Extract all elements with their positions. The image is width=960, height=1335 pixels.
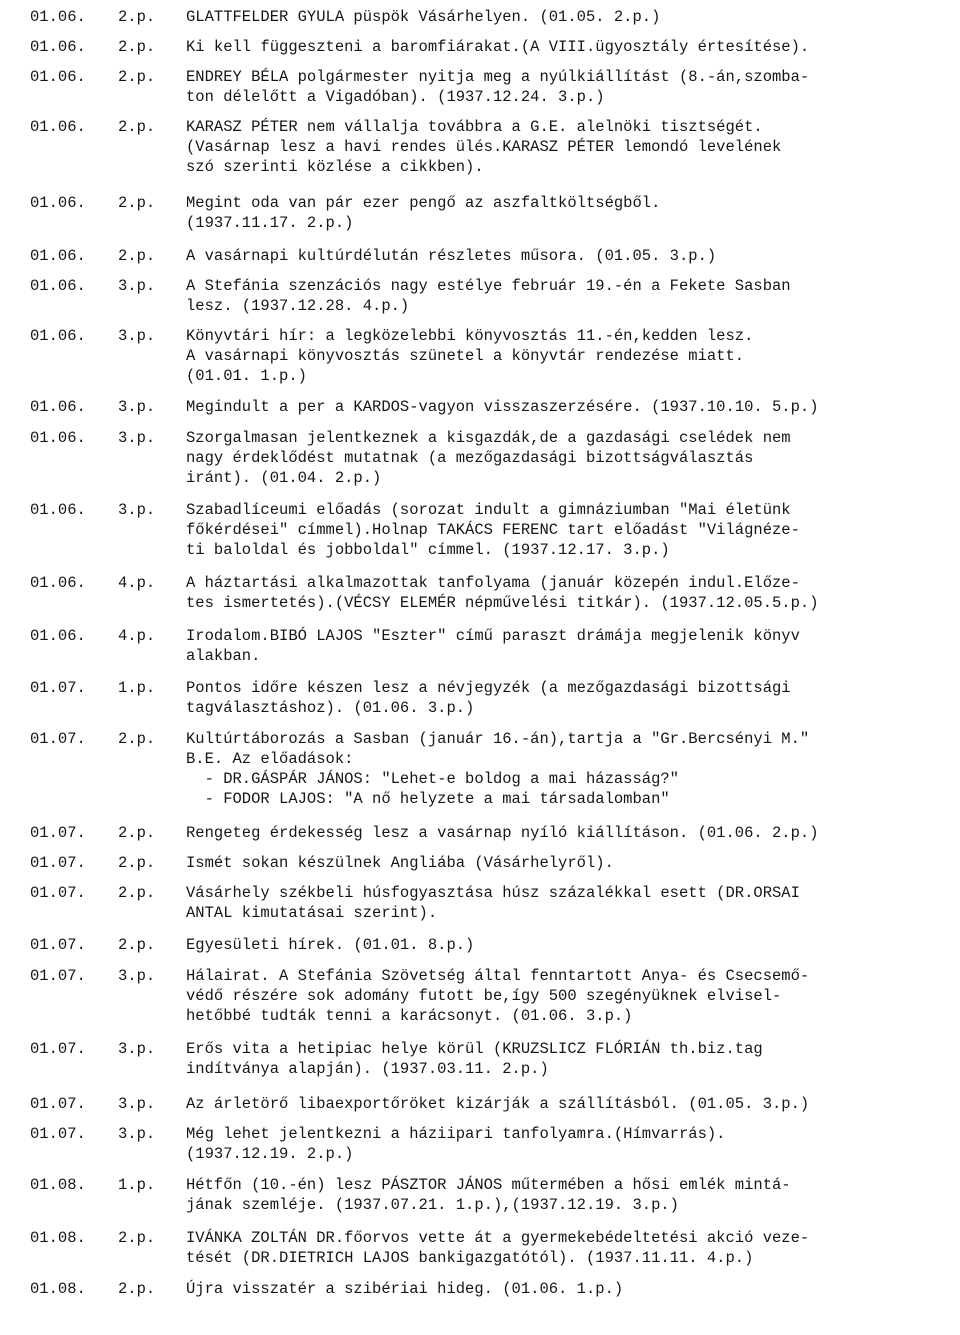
entry-date: 01.06. [30, 38, 86, 56]
entry-text [186, 428, 936, 488]
entry-text [186, 966, 936, 1026]
entry-date: 01.07. [30, 824, 86, 842]
entry-page: 4.p. [118, 574, 156, 592]
entry-text [186, 397, 936, 417]
entry-text-line: Kultúrtáborozás a Sasban (január 16.-án),tartja a "Gr.Bercsényi M." [186, 730, 810, 748]
entry-text-line: tagválasztáshoz). (01.06. 3.p.) [186, 699, 475, 717]
entry-date: 01.06. [30, 68, 86, 86]
entry-date: 01.07. [30, 1040, 86, 1058]
entry-page: 2.p. [118, 194, 156, 212]
entry-text-line: lesz. (1937.12.28. 4.p.) [186, 297, 410, 315]
entry-page: 3.p. [118, 501, 156, 519]
entry-text-line: Rengeteg érdekesség lesz a vasárnap nyíló kiállításon. (01.06. 2.p.) [186, 824, 819, 842]
entry-text-line: jának szemléje. (1937.07.21. 1.p.),(1937.12.19. 3.p.) [186, 1196, 679, 1214]
entry-text-line: Erős vita a hetipiac helye körül (KRUZSLICZ FLÓRIÁN th.biz.tag [186, 1040, 763, 1058]
entry-page: 2.p. [118, 824, 156, 842]
entry-text-line: A Stefánia szenzációs nagy estélye február 19.-én a Fekete Sasban [186, 277, 791, 295]
entry-text-line: védő részére sok adomány futott be,így 500 szegényüknek elvisel- [186, 987, 782, 1005]
entry-text-line: Vásárhely székbeli húsfogyasztása húsz százalékkal esett (DR.ORSAI [186, 884, 800, 902]
entry-page: 2.p. [118, 1229, 156, 1247]
entry-text [186, 500, 936, 560]
entry-text [186, 853, 936, 873]
entry-date: 01.08. [30, 1280, 86, 1298]
entry-page: 3.p. [118, 327, 156, 345]
entry-text-line: hetőbbé tudták tenni a karácsonyt. (01.06. 3.p.) [186, 1007, 633, 1025]
entry-page: 2.p. [118, 247, 156, 265]
entry-text-line: (1937.11.17. 2.p.) [186, 214, 354, 232]
entry-date: 01.06. [30, 194, 86, 212]
entry-text-line: ti baloldal és jobboldal" címmel. (1937.12.17. 3.p.) [186, 541, 670, 559]
entry-page: 3.p. [118, 1040, 156, 1058]
entry-page: 1.p. [118, 679, 156, 697]
entry-text-line: Szabadlíceumi előadás (sorozat indult a gimnáziumban "Mai életünk [186, 501, 791, 519]
entry-date: 01.06. [30, 501, 86, 519]
entry-date: 01.06. [30, 277, 86, 295]
entry-text [186, 1175, 936, 1215]
entry-text [186, 823, 936, 843]
entry-page: 3.p. [118, 398, 156, 416]
entry-text [186, 326, 936, 386]
entry-date: 01.07. [30, 679, 86, 697]
entry-text [186, 573, 936, 613]
entry-date: 01.07. [30, 936, 86, 954]
entry-page: 4.p. [118, 627, 156, 645]
entry-text-line: alakban. [186, 647, 261, 665]
entry-text [186, 276, 936, 316]
entry-text [186, 1228, 936, 1268]
entry-page: 2.p. [118, 1280, 156, 1298]
entry-text-line: IVÁNKA ZOLTÁN DR.főorvos vette át a gyermekebédeltetési akció veze- [186, 1229, 810, 1247]
entry-text [186, 1279, 936, 1299]
entry-date: 01.07. [30, 884, 86, 902]
entry-page: 2.p. [118, 884, 156, 902]
entry-text [186, 1039, 936, 1079]
entry-page: 2.p. [118, 68, 156, 86]
entry-text-line: főkérdései" címmel).Holnap TAKÁCS FERENC tart előadást "Világnéze- [186, 521, 800, 539]
entry-text-line: Megindult a per a KARDOS-vagyon visszaszerzésére. (1937.10.10. 5.p.) [186, 398, 819, 416]
entry-text-line: szó szerinti közlése a cikkben). [186, 158, 484, 176]
entry-text [186, 729, 936, 809]
entry-text [186, 626, 936, 666]
entry-text [186, 67, 936, 107]
entry-text-line: ENDREY BÉLA polgármester nyitja meg a nyúlkiállítást (8.-án,szomba- [186, 68, 810, 86]
entry-page: 2.p. [118, 8, 156, 26]
entry-date: 01.07. [30, 854, 86, 872]
entry-text-line: iránt). (01.04. 2.p.) [186, 469, 382, 487]
entry-page: 3.p. [118, 277, 156, 295]
entry-text-line: Ismét sokan készülnek Angliába (Vásárhelyről). [186, 854, 614, 872]
entry-page: 2.p. [118, 730, 156, 748]
entry-page: 2.p. [118, 854, 156, 872]
entry-text [186, 117, 936, 177]
entry-text-line: Egyesületi hírek. (01.01. 8.p.) [186, 936, 475, 954]
entry-text-line: Megint oda van pár ezer pengő az aszfaltköltségből. [186, 194, 661, 212]
entry-text-line: Az árletörő libaexportőröket kizárják a szállításból. (01.05. 3.p.) [186, 1095, 810, 1113]
entry-text [186, 1124, 936, 1164]
entry-date: 01.06. [30, 247, 86, 265]
entry-text-line: ANTAL kimutatásai szerint). [186, 904, 438, 922]
entry-text-line: nagy érdeklődést mutatnak (a mezőgazdasági bizottságválasztás [186, 449, 754, 467]
entry-date: 01.07. [30, 730, 86, 748]
entry-text-line: KARASZ PÉTER nem vállalja továbbra a G.E. alelnöki tisztségét. [186, 118, 763, 136]
entry-text-line: Újra visszatér a szibériai hideg. (01.06. 1.p.) [186, 1280, 624, 1298]
entry-text-line: Pontos időre készen lesz a névjegyzék (a mezőgazdasági bizottsági [186, 679, 791, 697]
entry-text [186, 37, 936, 57]
entry-date: 01.06. [30, 627, 86, 645]
entry-date: 01.06. [30, 327, 86, 345]
entry-text [186, 883, 936, 923]
entry-page: 3.p. [118, 429, 156, 447]
entry-page: 2.p. [118, 38, 156, 56]
entry-text [186, 678, 936, 718]
entry-text-line: (Vasárnap lesz a havi rendes ülés.KARASZ PÉTER lemondó levelének [186, 138, 782, 156]
entry-text [186, 935, 936, 955]
entry-text-line: A háztartási alkalmazottak tanfolyama (január közepén indul.Előze- [186, 574, 800, 592]
entry-date: 01.06. [30, 398, 86, 416]
entry-text-line: Könyvtári hír: a legközelebbi könyvosztás 11.-én,kedden lesz. [186, 327, 754, 345]
entry-text-line: Ki kell függeszteni a baromfiárakat.(A VIII.ügyosztály értesítése). [186, 38, 810, 56]
entry-text-line: A vasárnapi könyvosztás szünetel a könyvtár rendezése miatt. [186, 347, 745, 365]
entry-page: 3.p. [118, 1095, 156, 1113]
entry-date: 01.06. [30, 118, 86, 136]
entry-text-line: - FODOR LAJOS: "A nő helyzete a mai társadalomban" [186, 790, 670, 808]
entry-text-line: tését (DR.DIETRICH LAJOS bankigazgatótól). (1937.11.11. 4.p.) [186, 1249, 754, 1267]
entry-date: 01.06. [30, 429, 86, 447]
entry-page: 1.p. [118, 1176, 156, 1194]
entry-page: 3.p. [118, 967, 156, 985]
entry-text-line: - DR.GÁSPÁR JÁNOS: "Lehet-e boldog a mai házasság?" [186, 770, 679, 788]
entry-page: 2.p. [118, 936, 156, 954]
entry-page: 2.p. [118, 118, 156, 136]
entry-page: 3.p. [118, 1125, 156, 1143]
entry-text-line: (01.01. 1.p.) [186, 367, 307, 385]
entry-date: 01.08. [30, 1229, 86, 1247]
entry-text-line: ton délelőtt a Vigadóban). (1937.12.24. 3.p.) [186, 88, 605, 106]
entry-date: 01.06. [30, 8, 86, 26]
entry-date: 01.07. [30, 1125, 86, 1143]
entry-text-line: (1937.12.19. 2.p.) [186, 1145, 354, 1163]
entry-text [186, 7, 936, 27]
entry-text-line: Irodalom.BIBÓ LAJOS "Eszter" című paraszt drámája megjelenik könyv [186, 627, 800, 645]
entry-text-line: GLATTFELDER GYULA püspök Vásárhelyen. (01.05. 2.p.) [186, 8, 661, 26]
entry-text-line: indítványa alapján). (1937.03.11. 2.p.) [186, 1060, 549, 1078]
entry-text-line: Szorgalmasan jelentkeznek a kisgazdák,de a gazdasági cselédek nem [186, 429, 791, 447]
entry-date: 01.07. [30, 967, 86, 985]
entry-text [186, 193, 936, 233]
entry-text-line: tes ismertetés).(VÉCSY ELEMÉR népművelési titkár). (1937.12.05.5.p.) [186, 594, 819, 612]
entry-date: 01.07. [30, 1095, 86, 1113]
entry-date: 01.08. [30, 1176, 86, 1194]
entry-text [186, 1094, 936, 1114]
entry-date: 01.06. [30, 574, 86, 592]
entry-text-line: B.E. Az előadások: [186, 750, 354, 768]
entry-text-line: Hétfőn (10.-én) lesz PÁSZTOR JÁNOS műtermében a hősi emlék mintá- [186, 1176, 791, 1194]
entry-text [186, 246, 936, 266]
entry-text-line: A vasárnapi kultúrdélután részletes műsora. (01.05. 3.p.) [186, 247, 717, 265]
entry-text-line: Még lehet jelentkezni a háziipari tanfolyamra.(Hímvarrás). [186, 1125, 726, 1143]
entry-text-line: Hálairat. A Stefánia Szövetség által fenntartott Anya- és Csecsemő- [186, 967, 810, 985]
